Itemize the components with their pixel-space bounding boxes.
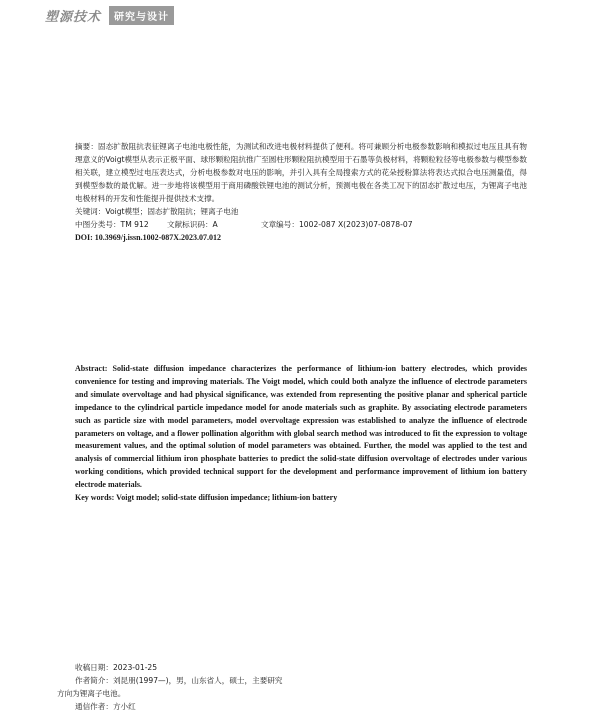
corresponding-author: 通信作者：方小红 [75,702,136,711]
english-abstract: Abstract: Solid-state diffusion impedance characterizes the performance of lithium-ion battery electrodes, which provides convenience for testing and improving materials. The Voigt model, which could both analyze the influence of electrode parameters and simulate overvoltage and had physical significance, was extended from representing the positive planar and spherical particle impedance to the cylindrical particle impedance model for anode materials such as graphite. By associating electrode parameters such as particle size with model parameters, model overvoltage expression was established to analyze the influence of electrode parameters on voltage, and a flower pollination algorithm with global search method was introduced to fit the expression to voltage measurement values, and the optimal solution of model parameters was obtained. Further, the model was applied to the test and analysis of commercial lithium iron phosphate batteries to predict the solid-state diffusion overvoltage of electrodes under various working conditions, which provided technical support for the development and performance improvement of lithium ion battery electrode materials. [75,364,527,490]
page-header [45,6,174,24]
english-abstract-block [75,363,527,505]
chinese-abstract: 摘要：固态扩散阻抗表征锂离子电池电极性能，为测试和改进电极材料提供了便利。将可兼顾分析电极参数影响和模拟过电压且具有物理意义的Voigt模型从表示正极平面、球形颗粒阻抗推广至圆柱形颗粒阻抗模型用于石墨等负极材料，将颗粒粒径等电极参数与模型参数相关联，建立模型过电压表达式，分析电极参数对电压的影响，并引入具有全局搜索方式的花朵授粉算法将表达式拟合电压测量值，得到模型参数的最优解。进一步地将该模型用于商用磷酸铁锂电池的测试分析，预测电极在各类工况下的固态扩散过电压，为锂离子电池电极材料的开发和性能提升提供技术支撑。 [75,142,527,203]
chinese-abstract-block [75,140,527,244]
doi: DOI: 10.3969/j.issn.1002-087X.2023.07.012 [75,233,222,242]
article-number: 文章编号：1002-087 X(2023)07-0878-07 [261,220,413,229]
clc-number: 中图分类号：TM 912 [75,220,149,229]
document-code: 文献标识码：A [167,220,218,229]
section-label: 研究与设计 [109,6,174,25]
received-date: 收稿日期：2023-01-25 [75,663,158,672]
english-keywords: Key words: Voigt model; solid-state diffusion impedance; lithium-ion battery [75,493,338,503]
chinese-keywords: 关键词：Voigt模型；固态扩散阻抗；锂离子电池 [75,207,239,216]
author-intro: 作者简介：刘昆朋(1997—)，男，山东省人，硕士，主要研究 [75,676,283,685]
classification-row [75,218,527,231]
author-intro-continued: 方向为锂离子电池。 [57,689,126,698]
journal-name: 塑源技术 [45,9,102,25]
